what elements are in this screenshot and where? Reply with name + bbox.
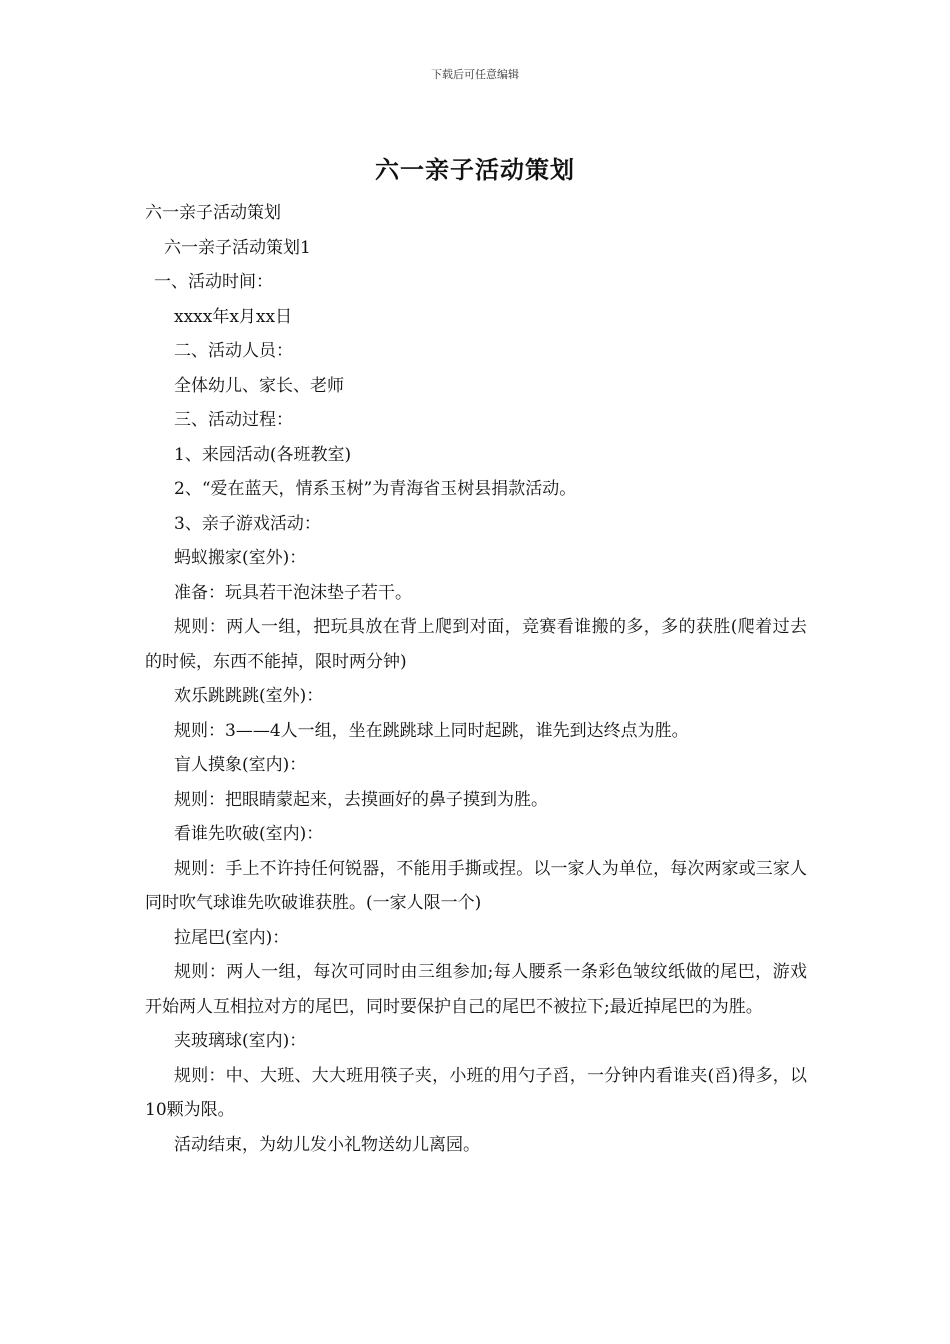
game-heading: 蚂蚁搬家(室外)： bbox=[174, 548, 307, 568]
text-line: 1、来园活动(各班教室) bbox=[174, 444, 352, 465]
rule-paragraph: 规则：中、大班、大大班用筷子夹，小班的用勺子舀，一分钟内看谁夹(舀)得多，以10颗为限。 bbox=[145, 1065, 807, 1120]
subtitle-line: 六一亲子活动策划 bbox=[145, 203, 281, 223]
game-heading: 盲人摸象(室内)： bbox=[174, 755, 307, 775]
text-line: xxxx年x月xx日 bbox=[174, 306, 293, 327]
text-line: 3、亲子游戏活动： bbox=[174, 513, 321, 534]
text-line: 准备：玩具若干泡沫垫子若干。 bbox=[174, 582, 412, 603]
text-line: 全体幼儿、家长、老师 bbox=[174, 375, 344, 396]
text-line: 规则：把眼睛蒙起来，去摸画好的鼻子摸到为胜。 bbox=[174, 789, 548, 810]
header-note: 下载后可任意编辑 bbox=[431, 68, 519, 81]
text-line: 2、“爱在蓝天，情系玉树”为青海省玉树县捐款活动。 bbox=[174, 479, 577, 499]
game-heading: 看谁先吹破(室内)： bbox=[174, 824, 324, 844]
game-heading: 夹玻璃球(室内)： bbox=[174, 1031, 307, 1051]
rule-paragraph: 规则：两人一组，每次可同时由三组参加;每人腰系一条彩色皱纹纸做的尾巴，游戏开始两人互相拉对方的尾巴，同时要保护自己的尾巴不被拉下;最近掉尾巴的为胜。 bbox=[145, 962, 807, 1017]
document-title: 六一亲子活动策划 bbox=[375, 155, 575, 184]
text-line: 规则：3——4人一组，坐在跳跳球上同时起跳，谁先到达终点为胜。 bbox=[174, 720, 689, 741]
game-heading: 欢乐跳跳跳(室外)： bbox=[174, 686, 324, 706]
rule-paragraph: 规则：手上不许持任何锐器，不能用手撕或捏。以一家人为单位，每次两家或三家人同时吹气球谁先吹破谁获胜。(一家人限一个) bbox=[145, 858, 807, 913]
section-heading: 三、活动过程： bbox=[174, 410, 293, 430]
section-heading: 二、活动人员： bbox=[174, 341, 293, 361]
section-heading: 六一亲子活动策划1 bbox=[164, 237, 311, 258]
rule-paragraph: 规则：两人一组，把玩具放在背上爬到对面，竞赛看谁搬的多，多的获胜(爬着过去的时候，东西不能掉，限时两分钟) bbox=[145, 617, 807, 672]
closing-line: 活动结束，为幼儿发小礼物送幼儿离园。 bbox=[174, 1134, 480, 1155]
document-body bbox=[145, 196, 807, 1162]
game-heading: 拉尾巴(室内)： bbox=[174, 927, 290, 948]
section-heading: 一、活动时间： bbox=[154, 272, 273, 292]
